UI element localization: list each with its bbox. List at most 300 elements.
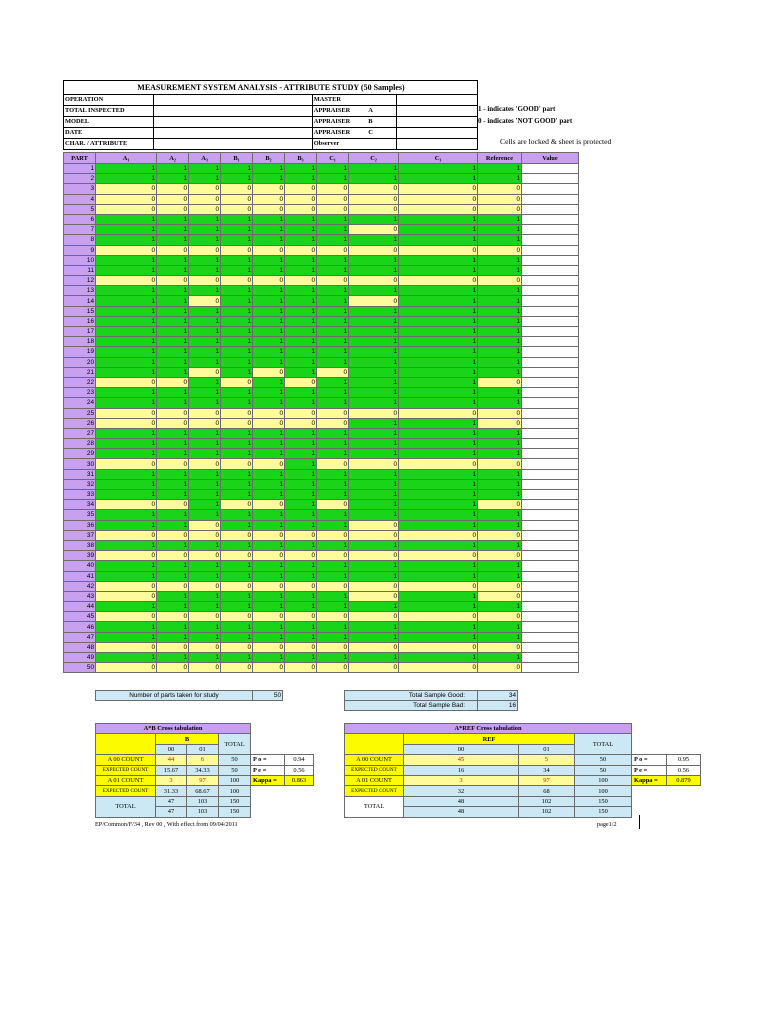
rating-cell[interactable]: 1 <box>96 367 157 377</box>
rating-cell[interactable]: 1 <box>96 571 157 581</box>
rating-cell[interactable]: 0 <box>221 418 253 428</box>
rating-cell[interactable]: 1 <box>317 653 349 663</box>
rating-cell[interactable]: 0 <box>96 184 157 194</box>
rating-cell[interactable]: 1 <box>285 591 317 601</box>
rating-cell[interactable]: 0 <box>317 530 349 540</box>
rating-cell[interactable]: 0 <box>189 184 221 194</box>
rating-cell[interactable]: 1 <box>253 388 285 398</box>
rating-cell[interactable]: 1 <box>399 357 478 367</box>
rating-cell[interactable]: 1 <box>221 602 253 612</box>
rating-cell[interactable]: 1 <box>478 265 522 275</box>
rating-cell[interactable]: 0 <box>478 377 522 387</box>
rating-cell[interactable]: 1 <box>478 327 522 337</box>
rating-cell[interactable]: 0 <box>478 551 522 561</box>
rating-cell[interactable]: 1 <box>349 398 399 408</box>
rating-cell[interactable]: 1 <box>189 591 221 601</box>
rating-cell[interactable]: 1 <box>189 571 221 581</box>
rating-cell[interactable]: 1 <box>399 265 478 275</box>
rating-cell[interactable]: 1 <box>253 591 285 601</box>
rating-cell[interactable]: 0 <box>349 612 399 622</box>
rating-cell[interactable]: 0 <box>221 612 253 622</box>
rating-cell[interactable]: 1 <box>157 490 189 500</box>
rating-cell[interactable]: 0 <box>317 500 349 510</box>
rating-cell[interactable]: 1 <box>96 388 157 398</box>
rating-cell[interactable]: 1 <box>317 347 349 357</box>
rating-cell[interactable]: 1 <box>221 520 253 530</box>
rating-cell[interactable]: 1 <box>399 561 478 571</box>
rating-cell[interactable]: 1 <box>96 327 157 337</box>
rating-cell[interactable]: 1 <box>157 571 189 581</box>
value-cell[interactable] <box>522 642 579 652</box>
rating-cell[interactable]: 1 <box>399 439 478 449</box>
rating-cell[interactable]: 0 <box>285 663 317 673</box>
rating-cell[interactable]: 1 <box>478 540 522 550</box>
rating-cell[interactable]: 0 <box>157 459 189 469</box>
rating-cell[interactable]: 0 <box>399 245 478 255</box>
rating-cell[interactable]: 0 <box>221 204 253 214</box>
rating-cell[interactable]: 0 <box>253 194 285 204</box>
rating-cell[interactable]: 1 <box>317 327 349 337</box>
rating-cell[interactable]: 0 <box>317 204 349 214</box>
rating-cell[interactable]: 1 <box>349 357 399 367</box>
rating-cell[interactable]: 1 <box>157 632 189 642</box>
rating-cell[interactable]: 1 <box>157 255 189 265</box>
rating-cell[interactable]: 1 <box>478 510 522 520</box>
rating-cell[interactable]: 1 <box>285 490 317 500</box>
rating-cell[interactable]: 0 <box>349 591 399 601</box>
rating-cell[interactable]: 1 <box>349 377 399 387</box>
rating-cell[interactable]: 0 <box>285 408 317 418</box>
value-cell[interactable] <box>522 327 579 337</box>
rating-cell[interactable]: 1 <box>285 388 317 398</box>
value-cell[interactable] <box>522 520 579 530</box>
rating-cell[interactable]: 0 <box>157 581 189 591</box>
value-cell[interactable] <box>522 663 579 673</box>
rating-cell[interactable]: 1 <box>253 316 285 326</box>
rating-cell[interactable]: 1 <box>399 520 478 530</box>
rating-cell[interactable]: 0 <box>253 642 285 652</box>
rating-cell[interactable]: 1 <box>478 439 522 449</box>
rating-cell[interactable]: 1 <box>189 653 221 663</box>
value-cell[interactable] <box>522 612 579 622</box>
rating-cell[interactable]: 1 <box>253 327 285 337</box>
value-cell[interactable] <box>522 164 579 174</box>
rating-cell[interactable]: 1 <box>349 418 399 428</box>
rating-cell[interactable]: 0 <box>285 551 317 561</box>
rating-cell[interactable]: 1 <box>478 347 522 357</box>
rating-cell[interactable]: 1 <box>157 214 189 224</box>
rating-cell[interactable]: 1 <box>221 174 253 184</box>
header-field[interactable] <box>153 128 312 139</box>
rating-cell[interactable]: 1 <box>285 316 317 326</box>
rating-cell[interactable]: 0 <box>221 530 253 540</box>
rating-cell[interactable]: 0 <box>478 642 522 652</box>
rating-cell[interactable]: 1 <box>399 479 478 489</box>
rating-cell[interactable]: 1 <box>285 367 317 377</box>
rating-cell[interactable]: 0 <box>349 581 399 591</box>
rating-cell[interactable]: 0 <box>253 184 285 194</box>
rating-cell[interactable]: 1 <box>285 571 317 581</box>
rating-cell[interactable]: 1 <box>189 388 221 398</box>
rating-cell[interactable]: 0 <box>189 459 221 469</box>
rating-cell[interactable]: 1 <box>317 388 349 398</box>
rating-cell[interactable]: 1 <box>189 632 221 642</box>
rating-cell[interactable]: 1 <box>96 428 157 438</box>
rating-cell[interactable]: 1 <box>221 510 253 520</box>
rating-cell[interactable]: 1 <box>221 296 253 306</box>
rating-cell[interactable]: 1 <box>317 469 349 479</box>
rating-cell[interactable]: 1 <box>96 479 157 489</box>
rating-cell[interactable]: 1 <box>189 561 221 571</box>
rating-cell[interactable]: 1 <box>399 653 478 663</box>
value-cell[interactable] <box>522 581 579 591</box>
value-cell[interactable] <box>522 530 579 540</box>
rating-cell[interactable]: 0 <box>317 642 349 652</box>
rating-cell[interactable]: 1 <box>253 602 285 612</box>
rating-cell[interactable]: 0 <box>349 551 399 561</box>
rating-cell[interactable]: 1 <box>253 255 285 265</box>
rating-cell[interactable]: 1 <box>399 622 478 632</box>
rating-cell[interactable]: 0 <box>285 194 317 204</box>
rating-cell[interactable]: 1 <box>317 510 349 520</box>
rating-cell[interactable]: 1 <box>96 510 157 520</box>
rating-cell[interactable]: 0 <box>285 204 317 214</box>
rating-cell[interactable]: 1 <box>189 490 221 500</box>
rating-cell[interactable]: 1 <box>399 500 478 510</box>
rating-cell[interactable]: 0 <box>96 377 157 387</box>
value-cell[interactable] <box>522 561 579 571</box>
rating-cell[interactable]: 0 <box>189 520 221 530</box>
rating-cell[interactable]: 1 <box>349 500 399 510</box>
rating-cell[interactable]: 1 <box>317 306 349 316</box>
rating-cell[interactable]: 1 <box>349 510 399 520</box>
rating-cell[interactable]: 1 <box>285 653 317 663</box>
rating-cell[interactable]: 1 <box>317 174 349 184</box>
rating-cell[interactable]: 1 <box>189 286 221 296</box>
rating-cell[interactable]: 1 <box>96 347 157 357</box>
rating-cell[interactable]: 1 <box>96 235 157 245</box>
rating-cell[interactable]: 1 <box>317 591 349 601</box>
rating-cell[interactable]: 1 <box>399 632 478 642</box>
rating-cell[interactable]: 1 <box>478 520 522 530</box>
rating-cell[interactable]: 1 <box>221 622 253 632</box>
rating-cell[interactable]: 1 <box>189 398 221 408</box>
rating-cell[interactable]: 1 <box>221 235 253 245</box>
rating-cell[interactable]: 1 <box>399 388 478 398</box>
rating-cell[interactable]: 1 <box>349 540 399 550</box>
rating-cell[interactable]: 0 <box>478 459 522 469</box>
value-cell[interactable] <box>522 418 579 428</box>
rating-cell[interactable]: 1 <box>221 439 253 449</box>
rating-cell[interactable]: 1 <box>189 357 221 367</box>
value-cell[interactable] <box>522 367 579 377</box>
rating-cell[interactable]: 1 <box>478 306 522 316</box>
header-field[interactable] <box>153 139 312 150</box>
rating-cell[interactable]: 1 <box>189 235 221 245</box>
rating-cell[interactable]: 0 <box>189 204 221 214</box>
rating-cell[interactable]: 0 <box>221 245 253 255</box>
rating-cell[interactable]: 1 <box>317 235 349 245</box>
rating-cell[interactable]: 1 <box>317 622 349 632</box>
rating-cell[interactable]: 0 <box>478 500 522 510</box>
rating-cell[interactable]: 1 <box>399 490 478 500</box>
rating-cell[interactable]: 1 <box>253 632 285 642</box>
rating-cell[interactable]: 0 <box>189 642 221 652</box>
rating-cell[interactable]: 1 <box>221 316 253 326</box>
rating-cell[interactable]: 0 <box>96 204 157 214</box>
rating-cell[interactable]: 1 <box>399 164 478 174</box>
rating-cell[interactable]: 1 <box>399 418 478 428</box>
rating-cell[interactable]: 1 <box>478 479 522 489</box>
rating-cell[interactable]: 1 <box>317 490 349 500</box>
rating-cell[interactable]: 1 <box>285 520 317 530</box>
rating-cell[interactable]: 1 <box>478 357 522 367</box>
rating-cell[interactable]: 1 <box>478 632 522 642</box>
rating-cell[interactable]: 1 <box>478 428 522 438</box>
rating-cell[interactable]: 1 <box>399 255 478 265</box>
rating-cell[interactable]: 0 <box>157 194 189 204</box>
rating-cell[interactable]: 0 <box>349 520 399 530</box>
rating-cell[interactable]: 1 <box>253 337 285 347</box>
rating-cell[interactable]: 1 <box>285 510 317 520</box>
rating-cell[interactable]: 1 <box>96 469 157 479</box>
value-cell[interactable] <box>522 194 579 204</box>
rating-cell[interactable]: 1 <box>349 306 399 316</box>
rating-cell[interactable]: 1 <box>285 347 317 357</box>
rating-cell[interactable]: 1 <box>349 235 399 245</box>
value-cell[interactable] <box>522 316 579 326</box>
rating-cell[interactable]: 1 <box>317 602 349 612</box>
rating-cell[interactable]: 0 <box>96 663 157 673</box>
rating-cell[interactable]: 1 <box>285 449 317 459</box>
rating-cell[interactable]: 1 <box>253 174 285 184</box>
rating-cell[interactable]: 0 <box>317 551 349 561</box>
rating-cell[interactable]: 1 <box>96 164 157 174</box>
rating-cell[interactable]: 1 <box>349 327 399 337</box>
rating-cell[interactable]: 1 <box>349 265 399 275</box>
rating-cell[interactable]: 0 <box>157 551 189 561</box>
rating-cell[interactable]: 1 <box>317 337 349 347</box>
rating-cell[interactable]: 1 <box>253 622 285 632</box>
rating-cell[interactable]: 1 <box>285 561 317 571</box>
rating-cell[interactable]: 1 <box>157 469 189 479</box>
rating-cell[interactable]: 1 <box>317 265 349 275</box>
rating-cell[interactable]: 0 <box>399 408 478 418</box>
rating-cell[interactable]: 1 <box>253 653 285 663</box>
rating-cell[interactable]: 0 <box>399 184 478 194</box>
rating-cell[interactable]: 0 <box>253 408 285 418</box>
rating-cell[interactable]: 1 <box>349 347 399 357</box>
rating-cell[interactable]: 1 <box>399 398 478 408</box>
value-cell[interactable] <box>522 571 579 581</box>
rating-cell[interactable]: 1 <box>221 632 253 642</box>
rating-cell[interactable]: 0 <box>317 408 349 418</box>
rating-cell[interactable]: 1 <box>349 174 399 184</box>
rating-cell[interactable]: 1 <box>157 164 189 174</box>
rating-cell[interactable]: 0 <box>317 276 349 286</box>
rating-cell[interactable]: 1 <box>189 439 221 449</box>
rating-cell[interactable]: 1 <box>96 357 157 367</box>
rating-cell[interactable]: 1 <box>317 214 349 224</box>
rating-cell[interactable]: 1 <box>317 225 349 235</box>
rating-cell[interactable]: 0 <box>349 408 399 418</box>
rating-cell[interactable]: 1 <box>399 571 478 581</box>
rating-cell[interactable]: 1 <box>478 388 522 398</box>
rating-cell[interactable]: 0 <box>96 591 157 601</box>
rating-cell[interactable]: 1 <box>253 164 285 174</box>
rating-cell[interactable]: 0 <box>478 418 522 428</box>
rating-cell[interactable]: 1 <box>221 428 253 438</box>
rating-cell[interactable]: 0 <box>399 642 478 652</box>
rating-cell[interactable]: 0 <box>478 204 522 214</box>
rating-cell[interactable]: 0 <box>399 663 478 673</box>
rating-cell[interactable]: 0 <box>253 663 285 673</box>
rating-cell[interactable]: 1 <box>157 296 189 306</box>
rating-cell[interactable]: 0 <box>157 377 189 387</box>
rating-cell[interactable]: 0 <box>157 245 189 255</box>
rating-cell[interactable]: 1 <box>189 602 221 612</box>
rating-cell[interactable]: 1 <box>157 520 189 530</box>
rating-cell[interactable]: 1 <box>189 377 221 387</box>
rating-cell[interactable]: 1 <box>317 357 349 367</box>
rating-cell[interactable]: 0 <box>317 418 349 428</box>
rating-cell[interactable]: 1 <box>478 286 522 296</box>
value-cell[interactable] <box>522 479 579 489</box>
rating-cell[interactable]: 0 <box>349 663 399 673</box>
rating-cell[interactable]: 1 <box>349 490 399 500</box>
rating-cell[interactable]: 1 <box>253 520 285 530</box>
rating-cell[interactable]: 1 <box>399 377 478 387</box>
rating-cell[interactable]: 1 <box>349 214 399 224</box>
rating-cell[interactable]: 1 <box>157 357 189 367</box>
rating-cell[interactable]: 1 <box>478 490 522 500</box>
rating-cell[interactable]: 1 <box>285 214 317 224</box>
rating-cell[interactable]: 1 <box>221 561 253 571</box>
value-cell[interactable] <box>522 510 579 520</box>
value-cell[interactable] <box>522 469 579 479</box>
rating-cell[interactable]: 0 <box>478 581 522 591</box>
rating-cell[interactable]: 1 <box>285 469 317 479</box>
rating-cell[interactable]: 1 <box>253 439 285 449</box>
rating-cell[interactable]: 0 <box>189 551 221 561</box>
rating-cell[interactable]: 0 <box>349 459 399 469</box>
rating-cell[interactable]: 0 <box>253 245 285 255</box>
rating-cell[interactable]: 1 <box>317 479 349 489</box>
rating-cell[interactable]: 1 <box>285 337 317 347</box>
rating-cell[interactable]: 1 <box>478 398 522 408</box>
rating-cell[interactable]: 1 <box>317 561 349 571</box>
rating-cell[interactable]: 1 <box>189 327 221 337</box>
rating-cell[interactable]: 1 <box>157 286 189 296</box>
rating-cell[interactable]: 1 <box>399 469 478 479</box>
value-cell[interactable] <box>522 653 579 663</box>
rating-cell[interactable]: 1 <box>285 357 317 367</box>
rating-cell[interactable]: 1 <box>221 653 253 663</box>
rating-cell[interactable]: 0 <box>221 184 253 194</box>
rating-cell[interactable]: 0 <box>478 408 522 418</box>
rating-cell[interactable]: 1 <box>189 428 221 438</box>
rating-cell[interactable]: 1 <box>221 286 253 296</box>
value-cell[interactable] <box>522 439 579 449</box>
rating-cell[interactable]: 0 <box>317 663 349 673</box>
rating-cell[interactable]: 1 <box>285 255 317 265</box>
rating-cell[interactable]: 0 <box>157 408 189 418</box>
rating-cell[interactable]: 1 <box>221 255 253 265</box>
rating-cell[interactable]: 1 <box>399 296 478 306</box>
rating-cell[interactable]: 1 <box>253 265 285 275</box>
rating-cell[interactable]: 1 <box>96 255 157 265</box>
rating-cell[interactable]: 1 <box>96 490 157 500</box>
rating-cell[interactable]: 1 <box>157 306 189 316</box>
rating-cell[interactable]: 1 <box>478 469 522 479</box>
rating-cell[interactable]: 1 <box>189 214 221 224</box>
rating-cell[interactable]: 1 <box>157 388 189 398</box>
rating-cell[interactable]: 1 <box>253 225 285 235</box>
rating-cell[interactable]: 1 <box>189 306 221 316</box>
rating-cell[interactable]: 1 <box>399 540 478 550</box>
rating-cell[interactable]: 1 <box>317 449 349 459</box>
value-cell[interactable] <box>522 184 579 194</box>
rating-cell[interactable]: 1 <box>157 540 189 550</box>
value-cell[interactable] <box>522 551 579 561</box>
value-cell[interactable] <box>522 591 579 601</box>
rating-cell[interactable]: 0 <box>317 194 349 204</box>
rating-cell[interactable]: 0 <box>399 204 478 214</box>
rating-cell[interactable]: 1 <box>253 428 285 438</box>
value-cell[interactable] <box>522 245 579 255</box>
rating-cell[interactable]: 0 <box>157 418 189 428</box>
rating-cell[interactable]: 1 <box>96 214 157 224</box>
rating-cell[interactable]: 0 <box>221 408 253 418</box>
rating-cell[interactable]: 1 <box>96 449 157 459</box>
rating-cell[interactable]: 0 <box>189 418 221 428</box>
rating-cell[interactable]: 1 <box>189 337 221 347</box>
rating-cell[interactable]: 1 <box>349 255 399 265</box>
rating-cell[interactable]: 1 <box>157 428 189 438</box>
rating-cell[interactable]: 1 <box>96 174 157 184</box>
rating-cell[interactable]: 0 <box>157 204 189 214</box>
rating-cell[interactable]: 1 <box>478 255 522 265</box>
rating-cell[interactable]: 1 <box>189 316 221 326</box>
rating-cell[interactable]: 1 <box>253 296 285 306</box>
rating-cell[interactable]: 1 <box>349 286 399 296</box>
rating-cell[interactable]: 1 <box>349 337 399 347</box>
rating-cell[interactable]: 1 <box>157 225 189 235</box>
rating-cell[interactable]: 0 <box>221 581 253 591</box>
rating-cell[interactable]: 1 <box>221 357 253 367</box>
rating-cell[interactable]: 1 <box>349 388 399 398</box>
value-cell[interactable] <box>522 337 579 347</box>
rating-cell[interactable]: 0 <box>157 530 189 540</box>
rating-cell[interactable]: 1 <box>96 296 157 306</box>
rating-cell[interactable]: 0 <box>96 459 157 469</box>
rating-cell[interactable]: 1 <box>96 286 157 296</box>
rating-cell[interactable]: 0 <box>96 530 157 540</box>
rating-cell[interactable]: 0 <box>317 459 349 469</box>
value-cell[interactable] <box>522 174 579 184</box>
rating-cell[interactable]: 1 <box>221 540 253 550</box>
rating-cell[interactable]: 1 <box>96 632 157 642</box>
rating-cell[interactable]: 0 <box>96 194 157 204</box>
rating-cell[interactable]: 0 <box>96 408 157 418</box>
rating-cell[interactable]: 1 <box>285 622 317 632</box>
rating-cell[interactable]: 1 <box>157 235 189 245</box>
rating-cell[interactable]: 0 <box>349 642 399 652</box>
rating-cell[interactable]: 0 <box>253 581 285 591</box>
rating-cell[interactable]: 1 <box>349 367 399 377</box>
rating-cell[interactable]: 1 <box>157 327 189 337</box>
rating-cell[interactable]: 0 <box>317 581 349 591</box>
